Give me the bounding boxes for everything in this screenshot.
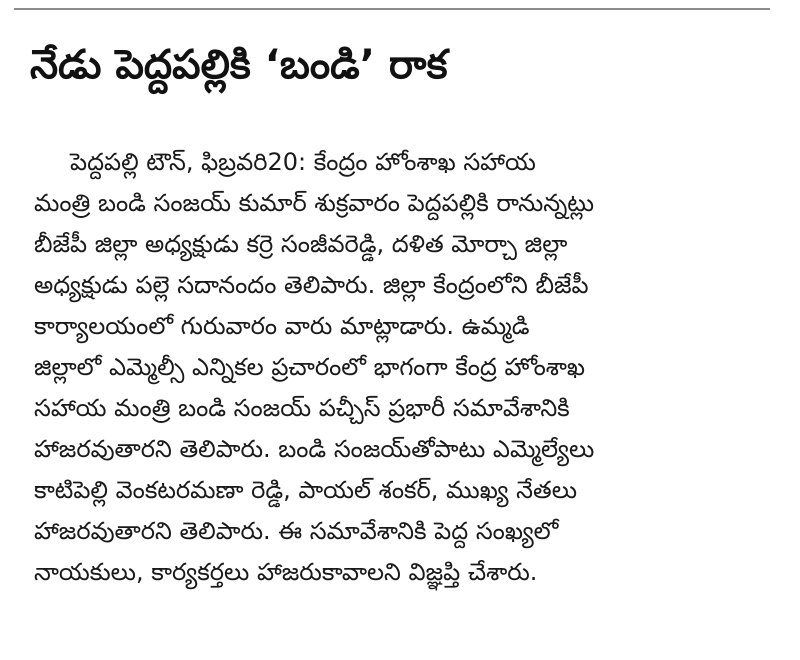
body-line: కార్యాలయంలో గురువారం వారు మాట్లాడారు. ఉమ్మడి bbox=[34, 312, 530, 340]
body-line: కాటిపెల్లి వెంకటరమణా రెడ్డి, పాయల్ శంకర్, ముఖ్య నేతలు bbox=[34, 476, 578, 504]
body-line: జిల్లాలో ఎమ్మెల్సీ ఎన్నికల ప్రచారంలో భాగంగా కేంద్ర హోంశాఖ bbox=[34, 353, 586, 381]
cropped-next-text-fragment bbox=[318, 648, 508, 658]
body-line: మంత్రి బండి సంజయ్ కుమార్ శుక్రవారం పెద్దపల్లికి రానున్నట్లు bbox=[34, 189, 595, 217]
body-line: పెద్దపల్లి టౌన్, ఫిబ్రవరి20: కేంద్రం హోంశాఖ సహాయ bbox=[70, 148, 536, 176]
body-line: నాయకులు, కార్యకర్తలు హాజరుకావాలని విజ్ఞప్తి చేశారు. bbox=[34, 558, 538, 586]
body-line: బీజేపీ జిల్లా అధ్యక్షుడు కర్రె సంజీవరెడ్డి, దళిత మోర్చా జిల్లా bbox=[34, 230, 568, 258]
body-line: అధ్యక్షుడు పల్లె సదానందం తెలిపారు. జిల్లా కేంద్రంలోని బీజేపీ bbox=[34, 271, 589, 299]
body-line: సహాయ మంత్రి బండి సంజయ్ పచ్చీస్ ప్రభారీ సమావేశానికి bbox=[34, 394, 570, 422]
top-divider bbox=[14, 8, 770, 10]
body-line: హాజరవుతారని తెలిపారు. బండి సంజయ్‌తోపాటు ఎమ్మెల్యేలు bbox=[34, 435, 595, 463]
body-line: హాజరవుతారని తెలిపారు. ఈ సమావేశానికి పెద్ద సంఖ్యలో bbox=[34, 517, 559, 545]
article-body bbox=[34, 142, 772, 593]
article-headline: నేడు పెద్దపల్లికి ‘బండి’ రాక bbox=[30, 42, 448, 88]
